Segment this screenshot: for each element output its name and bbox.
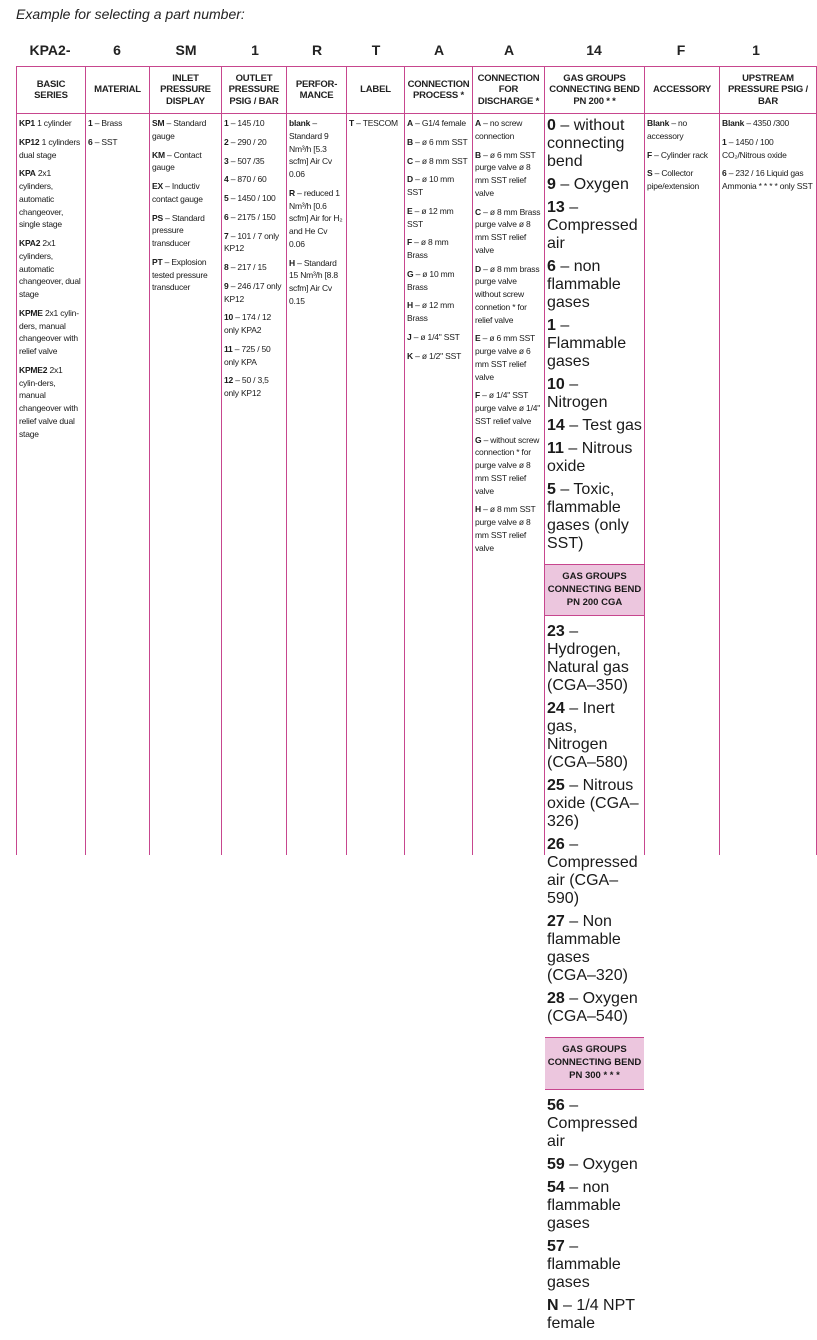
intro-text: Example for selecting a part number:: [16, 6, 245, 22]
option-description: – ø 6 mm SST: [415, 136, 468, 147]
option-entry: [547, 258, 642, 312]
option-description: – ø 10 mm Brass: [407, 268, 455, 292]
gas-pn300-list: [545, 1094, 644, 1340]
header-outlet-pressure: OUTLET PRESSURE PSIG / BAR: [222, 67, 287, 114]
option-entry: [224, 374, 284, 400]
option-code: KP1: [19, 118, 35, 128]
column-performance: [287, 114, 347, 855]
option-code: B: [407, 136, 413, 147]
option-description: 2x1 cylinders, automatic changeover, dual stage: [19, 238, 81, 299]
option-code: A: [407, 118, 413, 128]
option-description: – non flammable gases: [547, 1178, 621, 1232]
header-accessory: ACCESSORY: [645, 67, 720, 114]
option-description: – TESCOM: [356, 118, 398, 128]
option-entry: [547, 317, 642, 371]
option-code: 8: [224, 262, 229, 272]
code-basic-series: KPA2-: [29, 42, 71, 58]
option-description: – Standard pressure transducer: [152, 212, 205, 248]
header-gas-groups: GAS GROUPS CONNECTING BEND PN 200 * *: [545, 67, 645, 114]
column-inlet-pressure-display: [150, 114, 222, 855]
code-connection-process: A: [433, 42, 445, 58]
option-description: 2x1 cylinders, automatic changeover, single stage: [19, 168, 64, 230]
code-accessory: F: [676, 42, 686, 58]
option-code: J: [407, 331, 412, 342]
option-code: 6: [722, 168, 727, 179]
option-description: – Standard gauge: [152, 118, 207, 141]
option-description: 2x1 cylin-ders, manual changeover with relief valve dual stage: [19, 364, 78, 439]
option-code: H: [475, 504, 481, 515]
option-code: PT: [152, 256, 163, 267]
option-code: G: [475, 434, 482, 445]
option-code: R: [289, 187, 295, 198]
option-entry: [152, 180, 219, 206]
option-description: – Inert gas, Nitrogen (CGA–580): [547, 700, 628, 772]
option-code: 7: [224, 230, 229, 241]
option-description: – Standard 15 Nm³/h [8.8 scfm] Air Cv 0.15: [289, 257, 338, 306]
option-entry: [407, 350, 470, 363]
option-description: – Inductiv contact gauge: [152, 181, 203, 204]
option-entry: [19, 307, 83, 358]
option-entry: [224, 155, 284, 168]
option-entry: [547, 481, 642, 553]
option-code: H: [289, 257, 295, 268]
option-code: C: [475, 206, 481, 217]
option-entry: [475, 149, 542, 200]
option-code: 6: [88, 136, 93, 147]
header-basic-series: BASIC SERIES: [17, 67, 86, 114]
option-entry: [547, 440, 642, 476]
option-entry: [547, 623, 642, 695]
option-entry: [19, 364, 83, 441]
option-code: 27: [547, 913, 565, 931]
option-description: – ø 12 mm SST: [407, 205, 454, 229]
option-entry: [475, 332, 542, 383]
option-description: – Nitrogen: [547, 376, 608, 411]
option-code: 23: [547, 623, 565, 641]
option-code: 6: [224, 211, 229, 222]
code-inlet: SM: [175, 42, 197, 58]
header-material: MATERIAL: [86, 67, 150, 114]
option-entry: [722, 136, 814, 162]
option-entry: [475, 263, 542, 327]
option-entry: [88, 136, 147, 149]
option-entry: [547, 990, 642, 1026]
gas-cga-list: [545, 620, 644, 1033]
code-label: T: [371, 42, 381, 58]
option-entry: [224, 136, 284, 149]
option-entry: [547, 417, 642, 435]
column-accessory: [645, 114, 720, 855]
option-code: 11: [547, 440, 564, 457]
option-description: – without connecting bend: [547, 117, 625, 170]
option-entry: [224, 343, 284, 369]
option-entry: [289, 187, 344, 251]
option-entry: [647, 149, 717, 162]
column-gas-groups: [545, 114, 645, 1332]
column-upstream-pressure: [720, 114, 817, 855]
option-code: K: [407, 350, 413, 361]
option-entry: [407, 136, 470, 149]
option-entry: [224, 280, 284, 306]
option-code: KPME2: [19, 364, 48, 375]
option-description: – Non flammable gases (CGA–320): [547, 913, 628, 985]
option-entry: [475, 389, 542, 427]
option-description: – Compressed air (CGA–590): [547, 836, 638, 908]
option-code: PS: [152, 212, 163, 223]
option-code: KPA: [19, 168, 36, 179]
option-description: 2x1 cylin-ders, manual changeover with relief valve: [19, 307, 79, 356]
option-code: 4: [224, 174, 229, 185]
option-description: – ø 8 mm Brass: [407, 237, 449, 260]
option-code: 13: [547, 199, 565, 216]
option-description: – 1450 / 100 CO₂/Nitrous oxide: [722, 136, 787, 160]
option-description: – ø 8 mm SST purge valve ø 8 mm SST relief valve: [475, 504, 536, 553]
option-entry: [547, 700, 642, 772]
option-description: – 174 / 12 only KPA2: [224, 312, 272, 335]
option-entry: [547, 1097, 642, 1151]
option-entry: [88, 117, 147, 130]
option-description: – no accessory: [647, 118, 688, 141]
option-description: – Test gas: [569, 417, 642, 434]
option-entry: [722, 167, 814, 193]
header-upstream-pressure: UPSTREAM PRESSURE PSIG / BAR: [720, 67, 817, 114]
column-basic-series: [17, 114, 86, 855]
option-description: – Oxygen: [569, 1155, 638, 1173]
option-description: – 1450 / 100: [230, 193, 276, 203]
option-description: – Flammable gases: [547, 317, 627, 370]
option-entry: [475, 117, 542, 143]
option-entry: [407, 117, 470, 130]
option-entry: [152, 256, 219, 294]
part-number-table: [16, 66, 817, 1332]
option-description: 1 cylinders dual stage: [19, 136, 81, 160]
option-entry: [19, 237, 83, 301]
option-code: 24: [547, 700, 565, 718]
option-description: – ø 12 mm Brass: [407, 300, 454, 323]
option-description: – 507 /35: [230, 155, 265, 166]
option-code: 9: [224, 280, 229, 291]
option-code: D: [407, 174, 413, 185]
option-code: EX: [152, 181, 163, 191]
option-code: E: [407, 205, 413, 216]
option-entry: [224, 211, 284, 224]
option-description: – 246 /17 only KP12: [224, 280, 282, 304]
option-code: 9: [547, 176, 556, 193]
option-entry: [407, 236, 470, 262]
option-description: – 145 /10: [230, 118, 265, 128]
option-code: D: [475, 263, 481, 274]
option-description: – 101 / 7 only KP12: [224, 230, 279, 254]
option-description: – without screw connection * for purge valve ø 8 mm SST relief valve: [475, 434, 540, 496]
code-outlet: 1: [251, 42, 259, 58]
option-description: – ø 6 mm SST purge valve ø 8 mm SST relief valve: [475, 149, 536, 198]
option-description: – Hydrogen, Natural gas (CGA–350): [547, 623, 629, 695]
option-entry: [19, 136, 83, 162]
option-entry: [224, 230, 284, 256]
option-code: 56: [547, 1096, 565, 1114]
option-description: – ø 8 mm SST: [415, 155, 468, 166]
option-code: 10: [547, 376, 565, 393]
header-label: LABEL: [347, 67, 405, 114]
option-code: 25: [547, 777, 565, 795]
option-entry: [475, 503, 542, 554]
option-entry: [349, 117, 402, 130]
option-description: – non flammable gases: [547, 258, 621, 311]
option-code: S: [647, 168, 653, 179]
option-code: KP12: [19, 136, 40, 147]
option-code: blank: [289, 118, 311, 128]
option-code: 10: [224, 312, 234, 323]
option-description: – 725 / 50 only KPA: [224, 343, 271, 367]
option-description: – 1/4 NPT female: [547, 1296, 635, 1332]
option-code: C: [407, 155, 413, 166]
header-inlet-pressure-display: INLET PRESSURE DISPLAY: [150, 67, 222, 114]
option-description: – Brass: [94, 118, 123, 128]
option-code: 59: [547, 1155, 565, 1173]
option-code: 14: [547, 417, 565, 434]
option-code: A: [475, 118, 481, 128]
code-material: 6: [113, 42, 121, 58]
option-code: KPME: [19, 307, 43, 318]
option-entry: [407, 268, 470, 294]
gas-pn200-list: [545, 114, 644, 560]
option-entry: [224, 192, 284, 205]
option-entry: [289, 257, 344, 308]
option-description: – ø 10 mm SST: [407, 174, 454, 197]
option-description: – ø 1/4" SST purge valve ø 1/4" SST relief valve: [475, 390, 541, 426]
column-outlet-pressure: [222, 114, 287, 855]
option-description: – ø 1/2" SST: [415, 350, 462, 361]
option-entry: [224, 261, 284, 274]
option-entry: [547, 836, 642, 908]
option-entry: [722, 117, 814, 130]
option-code: 1: [722, 136, 727, 147]
option-entry: [475, 434, 542, 498]
option-entry: [407, 299, 470, 325]
option-code: F: [647, 149, 652, 160]
option-description: – no screw connection: [475, 118, 523, 141]
option-code: 54: [547, 1178, 565, 1196]
option-code: 5: [547, 481, 556, 498]
option-entry: [547, 117, 642, 171]
option-code: B: [475, 149, 481, 160]
option-description: – 217 / 15: [230, 262, 267, 272]
option-code: 57: [547, 1237, 565, 1255]
option-description: – ø 6 mm SST purge valve ø 6 mm SST relief valve: [475, 333, 535, 382]
gas-pn300-heading: GAS GROUPS CONNECTING BEND PN 300 * * *: [545, 1037, 644, 1089]
option-description: – 232 / 16 Liquid gas Ammonia * * * * only SST: [722, 168, 813, 191]
option-description: – SST: [94, 136, 118, 147]
option-entry: [224, 173, 284, 186]
option-description: – 4350 /300: [746, 118, 790, 128]
column-material: [86, 114, 150, 855]
option-code: 6: [547, 258, 556, 275]
option-entry: [647, 117, 717, 143]
option-description: – Collector pipe/extension: [647, 168, 700, 191]
option-code: Blank: [722, 118, 745, 128]
option-entry: [152, 149, 219, 175]
option-code: G: [407, 268, 414, 279]
option-description: – ø 8 mm Brass purge valve ø 8 mm SST relief valve: [475, 206, 541, 255]
option-code: 1: [547, 317, 556, 334]
option-code: T: [349, 118, 354, 128]
option-description: – 290 / 20: [230, 136, 267, 147]
option-code: N: [547, 1296, 559, 1314]
option-entry: [547, 1297, 642, 1333]
option-entry: [547, 1156, 642, 1174]
option-entry: [547, 777, 642, 831]
gas-pn200-cga-heading: GAS GROUPS CONNECTING BEND PN 200 CGA: [545, 564, 644, 616]
option-entry: [547, 376, 642, 412]
option-description: – Contact gauge: [152, 149, 202, 173]
option-description: – Standard 9 Nm³/h [5.3 scfm] Air Cv 0.06: [289, 118, 332, 179]
option-description: – Compressed air: [547, 199, 638, 252]
option-description: – Oxygen: [560, 176, 629, 193]
option-entry: [547, 913, 642, 985]
option-entry: [289, 117, 344, 181]
option-entry: [152, 212, 219, 250]
option-code: H: [407, 300, 413, 311]
option-code: 28: [547, 990, 565, 1008]
option-entry: [547, 1238, 642, 1292]
option-entry: [475, 206, 542, 257]
option-entry: [407, 205, 470, 231]
option-code: 12: [224, 375, 234, 386]
option-description: – G1/4 female: [415, 118, 466, 128]
option-entry: [407, 155, 470, 168]
option-code: 1: [88, 118, 93, 128]
option-entry: [407, 173, 470, 199]
column-connection-discharge: [473, 114, 545, 855]
option-code: KM: [152, 149, 165, 160]
option-code: 2: [224, 136, 229, 147]
option-description: – Cylinder rack: [654, 149, 708, 160]
option-description: – Nitrous oxide (CGA–326): [547, 777, 639, 831]
option-description: – Oxygen (CGA–540): [547, 990, 638, 1026]
option-description: 1 cylinder: [37, 118, 72, 128]
code-connection-discharge: A: [503, 42, 515, 58]
option-code: Blank: [647, 118, 670, 128]
code-upstream: 1: [752, 42, 760, 58]
option-entry: [224, 117, 284, 130]
option-description: – Nitrous oxide: [547, 440, 633, 475]
column-connection-process: [405, 114, 473, 855]
option-code: 26: [547, 836, 565, 854]
option-entry: [19, 117, 83, 130]
header-connection-discharge: CONNECTION FOR DISCHARGE *: [473, 67, 545, 114]
option-entry: [407, 331, 470, 344]
option-description: – Compressed air: [547, 1096, 638, 1150]
option-description: – ø 8 mm brass purge valve without screw connetion * for relief valve: [475, 263, 540, 325]
option-code: SM: [152, 118, 165, 128]
option-code: F: [475, 390, 480, 401]
code-performance: R: [311, 42, 323, 58]
option-entry: [152, 117, 219, 143]
option-description: – Toxic, flammable gases (only SST): [547, 481, 629, 552]
column-label: [347, 114, 405, 855]
option-code: KPA2: [19, 238, 41, 248]
header-connection-process: CONNECTION PROCESS *: [405, 67, 473, 114]
option-description: – 50 / 3,5 only KP12: [224, 375, 269, 398]
code-gas-group: 14: [586, 42, 602, 58]
option-code: 5: [224, 193, 229, 203]
option-code: 11: [224, 343, 233, 354]
option-entry: [224, 311, 284, 337]
option-code: 1: [224, 118, 229, 128]
option-description: – Explosion tested pressure transducer: [152, 256, 208, 293]
option-code: 3: [224, 155, 229, 166]
option-entry: [547, 1179, 642, 1233]
option-entry: [19, 167, 83, 231]
option-description: – 870 / 60: [230, 174, 267, 185]
option-description: – reduced 1 Nm³/h [0.6 scfm] Air for H₂ and He Cv 0.06: [289, 187, 343, 249]
option-code: E: [475, 333, 481, 344]
header-performance: PERFOR-MANCE: [287, 67, 347, 114]
option-code: 0: [547, 117, 556, 134]
option-entry: [647, 167, 717, 193]
option-description: – flammable gases: [547, 1237, 621, 1291]
option-entry: [547, 176, 642, 194]
option-entry: [547, 199, 642, 253]
option-code: F: [407, 237, 412, 248]
option-description: – 2175 / 150: [230, 211, 276, 222]
option-description: – ø 1/4" SST: [413, 331, 460, 342]
